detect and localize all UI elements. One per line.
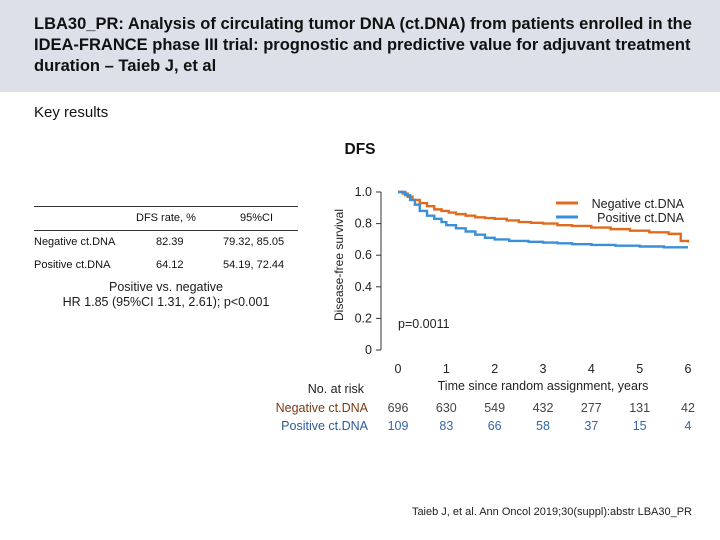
x-tick-label: 5 (636, 362, 644, 376)
p-value-label: p=0.0011 (398, 317, 450, 331)
chart-title: DFS (344, 141, 376, 158)
table-row-ci: 54.19, 72.44 (223, 259, 285, 271)
y-tick-label: 1.0 (354, 185, 372, 199)
table-row-group: Positive ct.DNA (34, 259, 111, 271)
x-tick-label: 6 (684, 362, 692, 376)
table-row-rate: 82.39 (156, 236, 184, 248)
risk-value: 630 (435, 401, 457, 415)
risk-value: 42 (681, 401, 695, 415)
x-tick-label: 1 (442, 362, 450, 376)
risk-row-label: Positive ct.DNA (281, 419, 368, 433)
citation: Taieb J, et al. Ann Oncol 2019;30(suppl):abstr LBA30_PR (411, 506, 692, 518)
x-axis-label: Time since random assignment, years (437, 379, 649, 393)
hr-note-line1: Positive vs. negative (109, 280, 223, 294)
legend-label: Positive ct.DNA (597, 211, 684, 225)
y-tick-label: 0.6 (354, 248, 372, 263)
y-tick-label: 0.2 (354, 311, 372, 326)
risk-value: 66 (487, 419, 502, 433)
table-row-ci: 79.32, 85.05 (223, 236, 285, 248)
x-tick-label: 3 (539, 362, 547, 376)
risk-value: 58 (536, 419, 550, 433)
y-axis-label: Disease-free survival (332, 208, 346, 322)
risk-value: 432 (532, 401, 554, 415)
x-tick-label: 0 (394, 362, 402, 376)
risk-value: 15 (632, 419, 647, 433)
page-title: LBA30_PR: Analysis of circulating tumor DNA (ct.DNA) from patients enrolled in the IDEA-FRANCE phase III trial: prognostic and predictive value for adjuvant treatment duration – Taieb J, et al (34, 15, 692, 75)
risk-row-label: Negative ct.DNA (275, 401, 368, 415)
risk-value: 131 (629, 401, 651, 415)
risk-value: 4 (684, 419, 692, 433)
risk-value: 696 (387, 401, 409, 415)
y-tick-label: 0 (365, 343, 372, 357)
hr-note-line2: HR 1.85 (95%CI 1.31, 2.61); p<0.001 (62, 295, 270, 309)
y-tick-label: 0.8 (354, 216, 372, 231)
risk-value: 277 (580, 401, 602, 415)
table-header-rate: DFS rate, % (136, 212, 196, 224)
table-row-group: Negative ct.DNA (34, 236, 116, 248)
risk-value: 83 (439, 419, 454, 433)
table-header-ci: 95%CI (240, 212, 274, 224)
section-label: Key results (34, 104, 109, 121)
x-tick-label: 2 (491, 362, 499, 376)
table-row-rate: 64.12 (156, 259, 184, 271)
y-tick-label: 0.4 (354, 279, 372, 294)
risk-value: 37 (584, 419, 599, 433)
risk-value: 549 (484, 401, 506, 415)
risk-table-title: No. at risk (307, 382, 364, 396)
legend-label: Negative ct.DNA (591, 197, 684, 211)
risk-value: 109 (387, 419, 409, 433)
x-tick-label: 4 (587, 362, 595, 376)
